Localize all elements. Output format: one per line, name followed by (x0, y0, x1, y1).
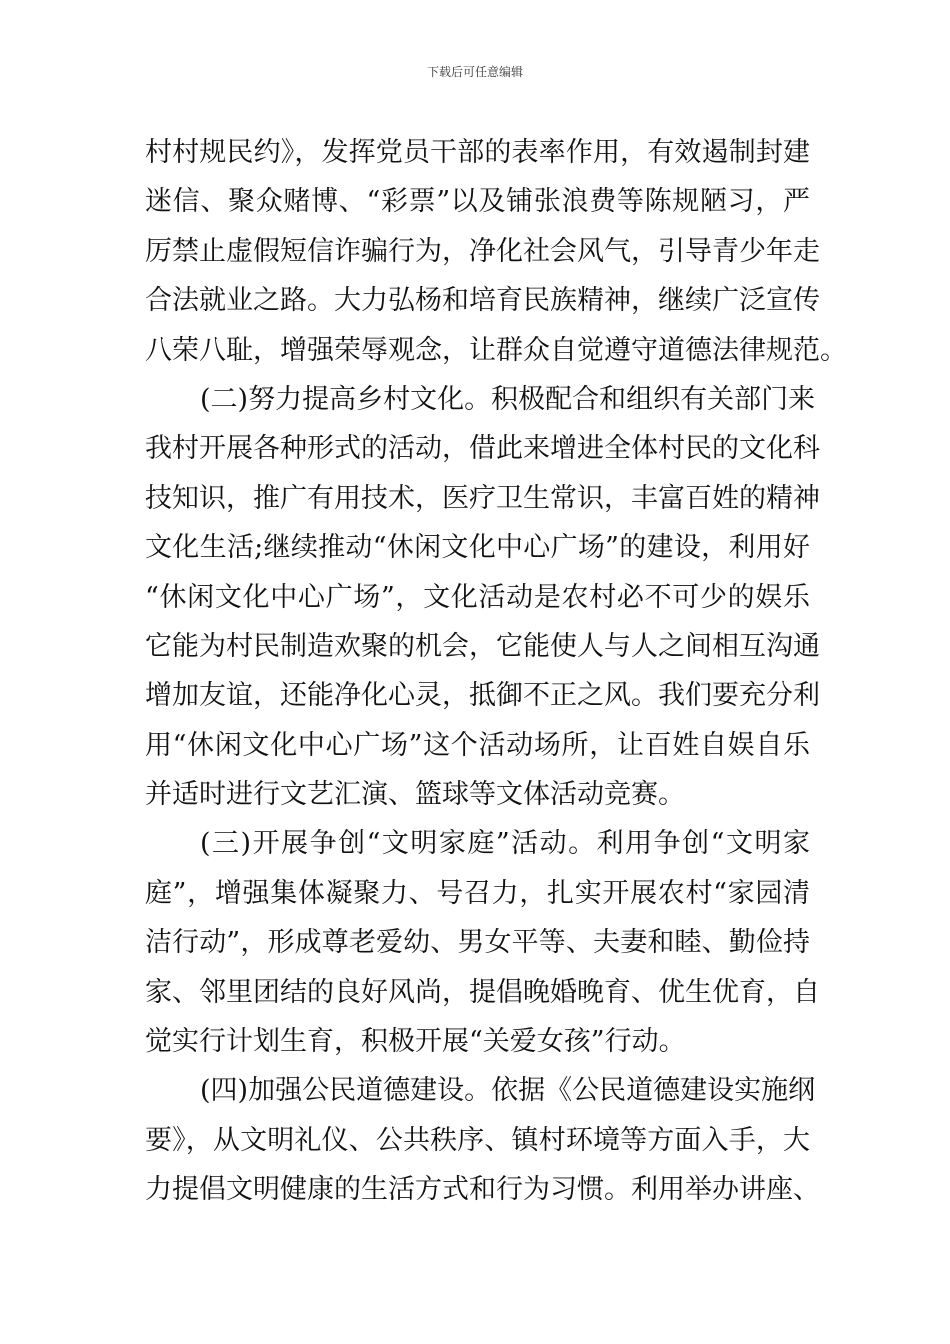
text-line: 用“休闲文化中心广场”这个活动场所，让百姓自娱自乐 (145, 729, 810, 761)
page-header: 下载后可任意编辑 (426, 65, 523, 79)
text-line: 要》，从文明礼仪、公共秩序、镇村环境等方面入手，大 (145, 1124, 810, 1156)
text-line: 并适时进行文艺汇演、篮球等文体活动竞赛。 (145, 779, 685, 811)
text-line: 迷信、聚众赌博、“彩票”以及铺张浪费等陈规陋习，严 (145, 186, 810, 218)
text-line: 文化生活;继续推动“休闲文化中心广场”的建设，利用好 (145, 532, 810, 564)
text-line: 技知识，推广有用技术，医疗卫生常识，丰富百姓的精神 (145, 482, 820, 514)
text-line: 庭”，增强集体凝聚力、号召力，扎实开展农村“家园清 (145, 877, 810, 909)
text-line: (四)加强公民道德建设。依据《公民道德建设实施纲 (200, 1075, 816, 1107)
text-line: 洁行动”，形成尊老爱幼、男女平等、夫妻和睦、勤俭持 (145, 927, 810, 959)
text-line: 厉禁止虚假短信诈骗行为，净化社会风气，引导青少年走 (145, 235, 820, 267)
text-line: 村村规民约》，发挥党员干部的表率作用，有效遏制封建 (145, 137, 810, 168)
text-line: 家、邻里团结的良好风尚，提倡晚婚晚育、优生优育，自 (145, 976, 820, 1008)
text-line: (三)开展争创“文明家庭”活动。利用争创“文明家 (200, 828, 810, 860)
text-line: 合法就业之路。大力弘杨和培育民族精神，继续广泛宣传 (145, 285, 820, 317)
text-line: 我村开展各种形式的活动，借此来增进全体村民的文化科 (145, 433, 820, 465)
text-line: 觉实行计划生育，积极开展“关爱女孩”行动。 (145, 1026, 686, 1058)
text-line: 八荣八耻，增强荣辱观念，让群众自觉遵守道德法律规范。 (145, 334, 847, 366)
text-line: “休闲文化中心广场”，文化活动是农村必不可少的娱乐 (145, 581, 810, 613)
text-line: 增加友谊，还能净化心灵，抵御不正之风。我们要充分利 (145, 680, 820, 712)
document-body (145, 128, 847, 1215)
text-line: 力提倡文明健康的生活方式和行为习惯。利用举办讲座、 (145, 1174, 820, 1206)
text-line: 它能为村民制造欢聚的机会，它能使人与人之间相互沟通 (145, 630, 820, 662)
text-line: (二)努力提高乡村文化。积极配合和组织有关部门来 (200, 383, 816, 415)
